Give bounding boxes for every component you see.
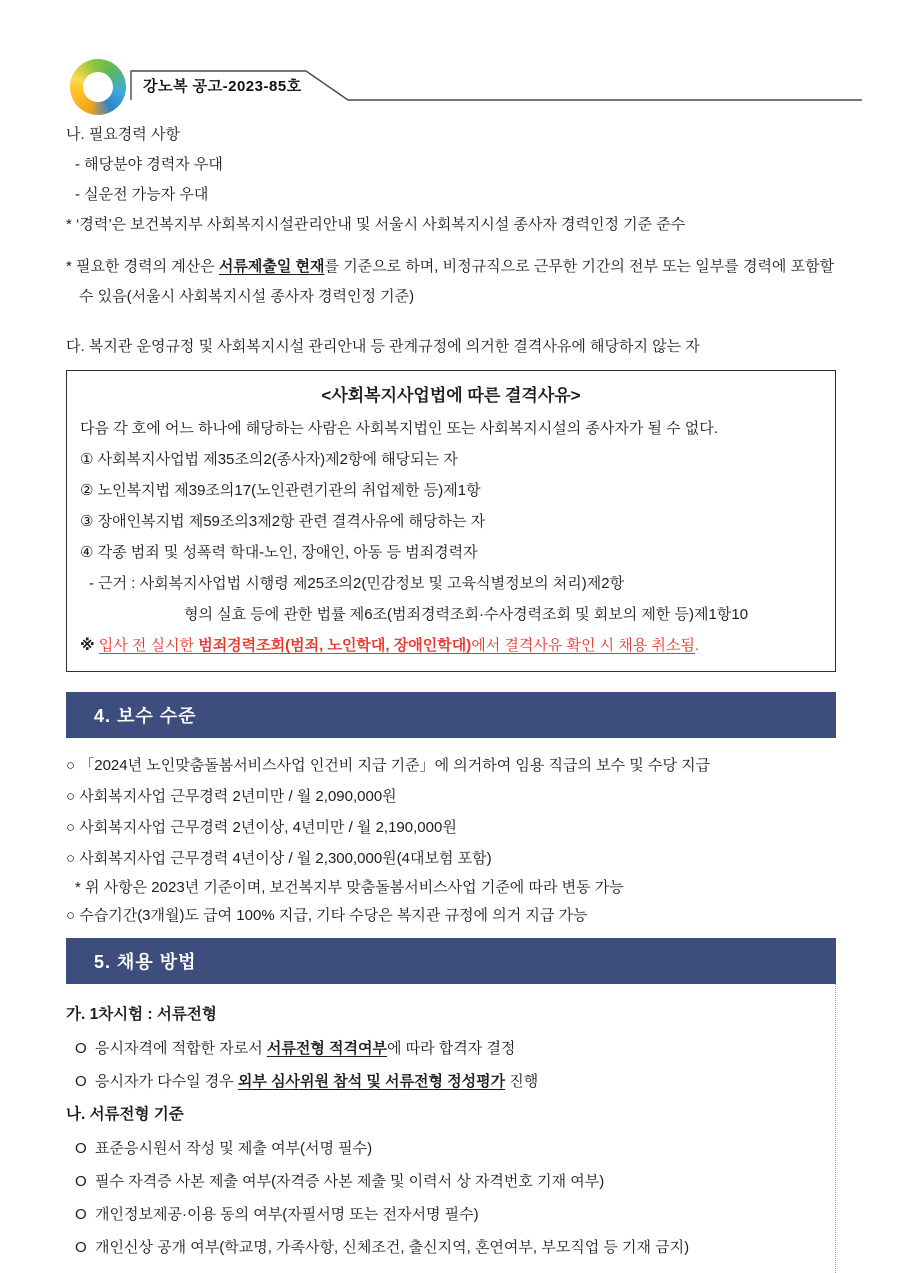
career-note-2-emphasis: 서류제출일 현재 bbox=[218, 258, 325, 275]
section5-bar bbox=[66, 938, 836, 984]
notice-tab-outline bbox=[0, 0, 900, 120]
pay-bullet-4: ○ 사회복지사업 근무경력 4년이상 / 월 2,300,000원(4대보험 포함) bbox=[66, 850, 492, 867]
box-title: <사회복지사업법에 따른 결격사유> bbox=[321, 386, 581, 405]
criteria-bullet-3: O 개인정보제공·이용 동의 여부(자필서명 또는 전자서명 필수) bbox=[75, 1206, 479, 1223]
career-item-2: - 실운전 가능자 우대 bbox=[75, 186, 209, 203]
pay-bullet-3: ○ 사회복지사업 근무경력 2년이상, 4년미만 / 월 2,190,000원 bbox=[66, 819, 457, 836]
warning-bold: 범죄경력조회(범죄, 노인학대, 장애인학대) bbox=[198, 637, 472, 654]
box-item-1: ① 사회복지사업법 제35조의2(종사자)제2항에 해당되는 자 bbox=[80, 451, 458, 468]
pay-bullet-2: ○ 사회복지사업 근무경력 2년미만 / 월 2,090,000원 bbox=[66, 788, 397, 805]
box-intro: 다음 각 호에 어느 하나에 해당하는 사람은 사회복지법인 또는 사회복지시설의 종사자가 될 수 없다. bbox=[80, 420, 718, 437]
exam-bullet-1-pre: O 응시자격에 적합한 자로서 bbox=[75, 1040, 267, 1057]
box-item-3: ③ 장애인복지법 제59조의3제2항 관련 결격사유에 해당하는 자 bbox=[80, 513, 486, 530]
warning-pre: 입사 전 실시한 bbox=[98, 637, 199, 654]
section4-bar bbox=[66, 692, 836, 738]
document-body bbox=[0, 120, 900, 1273]
exam-bullet-2-emphasis: 외부 심사위원 참석 및 서류전형 정성평가 bbox=[237, 1073, 506, 1090]
disqualification-box bbox=[66, 370, 836, 672]
box-item-2: ② 노인복지법 제39조의17(노인관련기관의 취업제한 등)제1항 bbox=[80, 482, 481, 499]
section4-title: 4. 보수 수준 bbox=[94, 706, 197, 726]
career-item-1: - 해당분야 경력자 우대 bbox=[75, 156, 223, 173]
required-career-heading: 나. 필요경력 사항 bbox=[66, 126, 180, 143]
career-note-1: * ‘경력’은 보건복지부 사회복지시설관리안내 및 서울시 사회복지시설 종사자 경력인정 기준 준수 bbox=[66, 216, 686, 233]
criteria-bullet-1: O 표준응시원서 작성 및 제출 여부(서명 필수) bbox=[75, 1140, 373, 1157]
exam-bullet-1 bbox=[66, 1032, 835, 1065]
section5-title: 5. 채용 방법 bbox=[94, 952, 197, 972]
basis-line-2: 형의 실효 등에 관한 법률 제6조(범죄경력조회·수사경력조회 및 회보의 제한 등)제1항10 bbox=[184, 606, 749, 623]
exam-bullet-2 bbox=[66, 1065, 835, 1098]
box-item-4: ④ 각종 범죄 및 성폭력 학대-노인, 장애인, 아동 등 범죄경력자 bbox=[80, 544, 478, 561]
pay-note: * 위 사항은 2023년 기준이며, 보건복지부 맞춤돌봄서비스사업 기준에 따라 변동 가능 bbox=[75, 879, 624, 896]
warning-marker: ※ bbox=[80, 637, 99, 654]
exam-bullet-1-emphasis: 서류전형 적격여부 bbox=[266, 1040, 387, 1057]
first-exam-heading: 가. 1차시험 : 서류전형 bbox=[66, 1006, 217, 1023]
career-note-2 bbox=[66, 252, 839, 312]
org-logo-icon bbox=[70, 59, 126, 115]
pay-bullet-1: ○ 「2024년 노인맞춤돌봄서비스사업 인건비 지급 기준」에 의거하여 임용 직급의 보수 및 수당 지급 bbox=[66, 757, 711, 774]
criteria-bullet-4: O 개인신상 공개 여부(학교명, 가족사항, 신체조건, 출신지역, 혼연여부, 부모직업 등 기재 금지) bbox=[75, 1239, 690, 1256]
exam-bullet-1-post: 에 따라 합격자 결정 bbox=[387, 1040, 516, 1057]
basis-line-1: - 근거 : 사회복지사업법 시행령 제25조의2(민감정보 및 고육식별정보의 처리)제2항 bbox=[89, 575, 625, 592]
career-note-2-pre: * 필요한 경력의 계산은 bbox=[66, 258, 219, 275]
criteria-heading: 나. 서류전형 기준 bbox=[66, 1106, 184, 1123]
pay-bullet-5: ○ 수습기간(3개월)도 급여 100% 지급, 기타 수당은 복지관 규정에 의거 지급 가능 bbox=[66, 907, 588, 924]
career-note-2-post: 를 기준으로 하며, 비정규직으로 근무한 기간의 전부 또는 일부를 경력에 포함할 수 있음(서울시 사회복지시설 종사자 경력인정 기준) bbox=[79, 258, 839, 305]
exam-bullet-2-pre: O 응시자가 다수일 경우 bbox=[75, 1073, 238, 1090]
warning-line bbox=[80, 630, 822, 661]
exam-bullet-2-post: 진행 bbox=[505, 1073, 539, 1090]
disqualification-heading: 다. 복지관 운영규정 및 사회복지시설 관리안내 등 관계규정에 의거한 결격사유에 해당하지 않는 자 bbox=[66, 338, 700, 355]
page-header bbox=[0, 0, 900, 120]
warning-post: 에서 결격사유 확인 시 채용 취소됨 bbox=[471, 637, 695, 654]
warning-period: . bbox=[694, 637, 700, 654]
notice-number: 강노복 공고-2023-85호 bbox=[143, 78, 302, 95]
recruit-method-region bbox=[66, 984, 836, 1273]
criteria-bullet-2: O 필수 자격증 사본 제출 여부(자격증 사본 제출 및 이력서 상 자격번호 기재 여부) bbox=[75, 1173, 605, 1190]
